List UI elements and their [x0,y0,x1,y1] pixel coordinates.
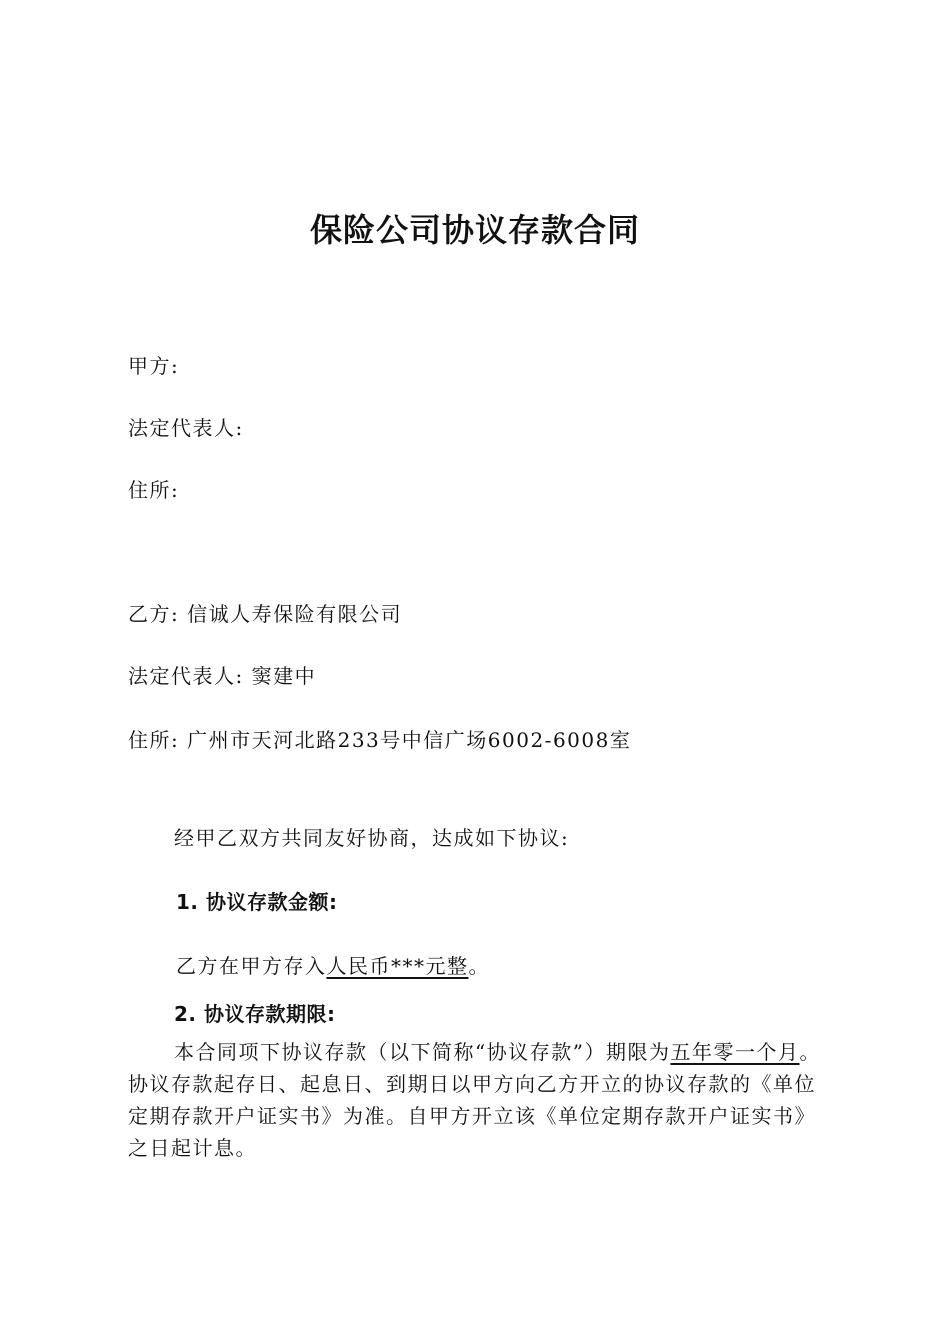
party-b-address-line [128,726,631,754]
party-a-rep-label: 法定代表人: [128,416,244,440]
party-b-address: 广州市天河北路233号中信广场6002-6008室 [187,728,632,752]
section1-text [176,952,490,980]
section2-term: 五年零一个月 [670,1040,800,1064]
section2-text-post: 。协议存款起存日、起息日、到期日以甲方向乙方开立的协议存款的《单位定期存款开户证实书》为准。自甲方开立该《单位定期存款开户证实书》之日起计息。 [128,1040,821,1160]
party-b-rep-label: 法定代表人: [128,664,244,688]
party-b-name: 信诚人寿保险有限公司 [187,602,403,626]
section1-amount: 人民币***元整 [326,954,469,978]
section1-text-pre: 乙方在甲方存入 [176,954,327,978]
party-b-rep-name: 窦建中 [251,664,317,688]
document-title: 保险公司协议存款合同 [309,211,640,249]
section2-paragraph [128,1036,822,1164]
section1-heading: 1. 协议存款金额: [176,890,338,914]
party-b-line [128,600,402,628]
intro-text: 经甲乙双方共同友好协商，达成如下协议: [174,826,570,850]
section2-heading: 2. 协议存款期限: [174,1002,336,1026]
party-b-rep-line [128,662,316,690]
party-b-address-label: 住所: [128,728,180,752]
party-a-label: 甲方: [128,354,180,378]
section1-text-post: 。 [468,954,490,978]
party-b-label: 乙方: [128,602,180,626]
party-a-address-label: 住所: [128,478,180,502]
section2-text-pre: 本合同项下协议存款（以下简称“协议存款”）期限为 [174,1040,671,1064]
